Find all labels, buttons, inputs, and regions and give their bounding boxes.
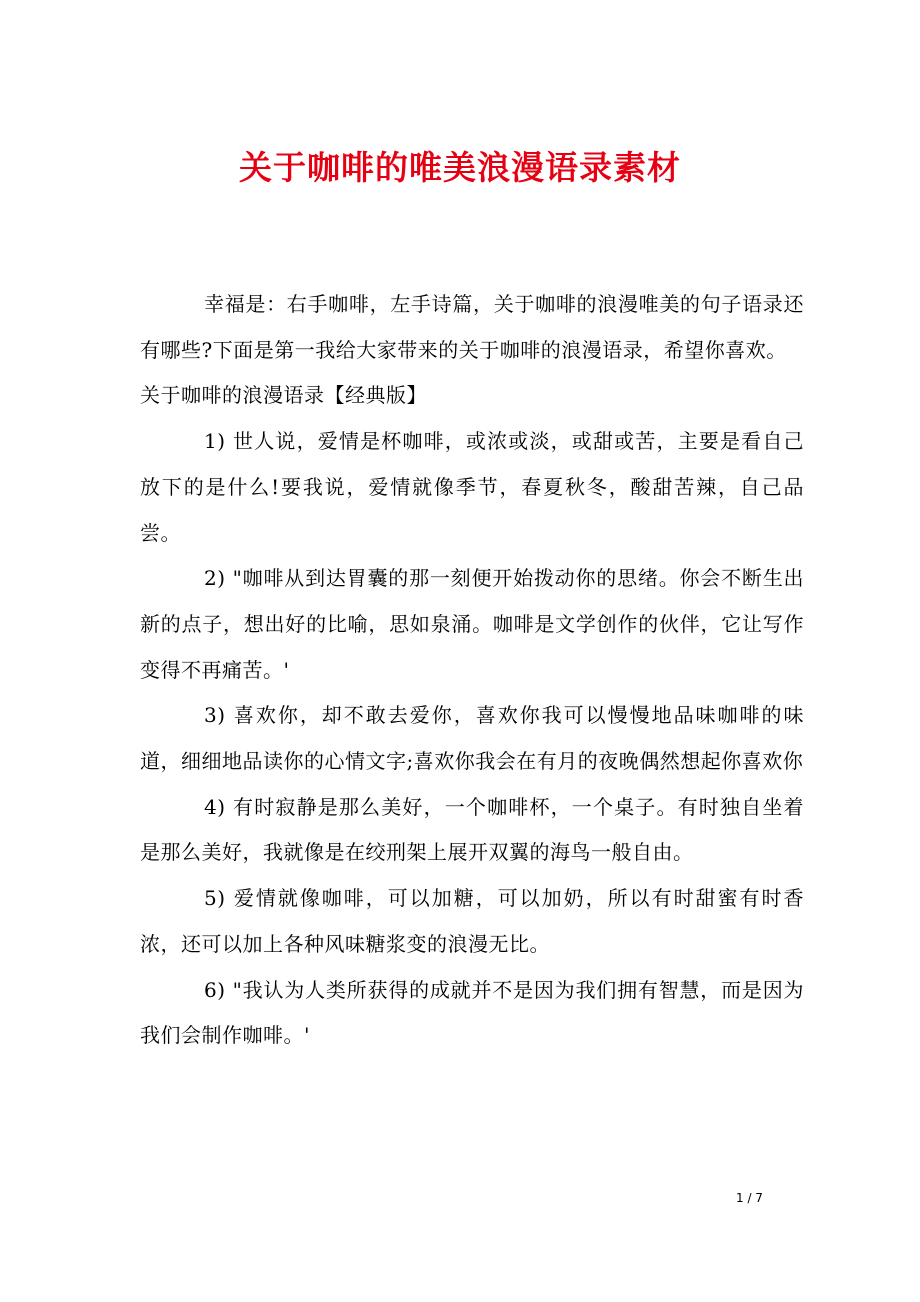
document-title: 关于咖啡的唯美浪漫语录素材 — [239, 148, 681, 187]
quote-item-2: 2) "咖啡从到达胃囊的那一刻便开始拨动你的思绪。你会不断生出新的点子，想出好的比喻，思如泉涌。咖啡是文学创作的伙伴，它让写作变得不再痛苦。' — [140, 566, 804, 682]
page-number: 1 / 7 — [736, 1191, 763, 1205]
quote-item-1: 1) 世人说，爱情是杯咖啡，或浓或淡，或甜或苦，主要是看自己放下的是什么!要我说，爱情就像季节，春夏秋冬，酸甜苦辣，自己品尝。 — [140, 429, 804, 545]
intro-paragraph: 幸福是：右手咖啡，左手诗篇，关于咖啡的浪漫唯美的句子语录还有哪些?下面是第一我给大家带来的关于咖啡的浪漫语录，希望你喜欢。 — [140, 292, 804, 362]
quote-item-3: 3) 喜欢你，却不敢去爱你，喜欢你我可以慢慢地品味咖啡的味道，细细地品读你的心情文字;喜欢你我会在有月的夜晚偶然想起你喜欢你 — [140, 703, 804, 774]
quote-item-6: 6) "我认为人类所获得的成就并不是因为我们拥有智慧，而是因为我们会制作咖啡。' — [140, 977, 804, 1048]
section-heading: 关于咖啡的浪漫语录【经典版】 — [140, 383, 427, 408]
quote-item-5: 5) 爱情就像咖啡，可以加糖，可以加奶，所以有时甜蜜有时香浓，还可以加上各种风味糖浆变的浪漫无比。 — [140, 886, 804, 956]
document-body — [140, 282, 804, 1059]
quote-item-4: 4) 有时寂静是那么美好，一个咖啡杯，一个桌子。有时独自坐着是那么美好，我就像是在绞刑架上展开双翼的海鸟一般自由。 — [140, 794, 804, 865]
